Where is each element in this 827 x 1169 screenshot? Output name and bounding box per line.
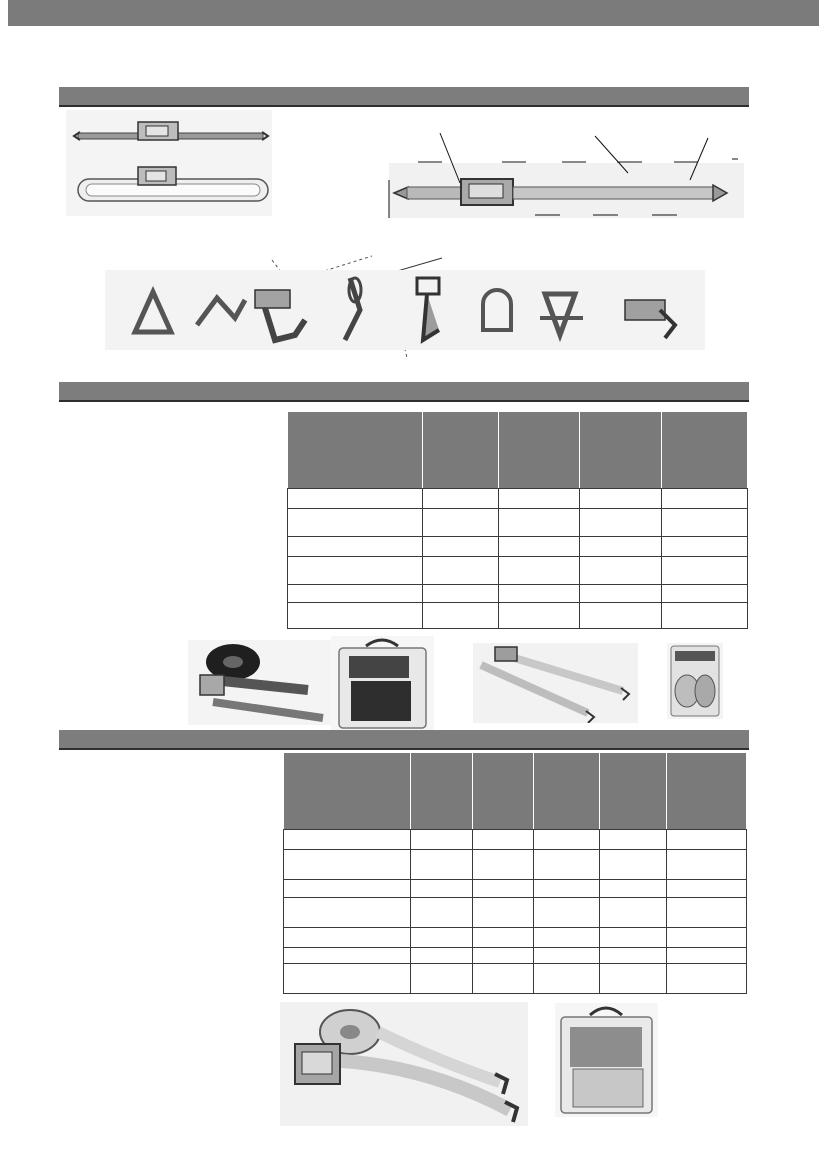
table-row	[288, 489, 748, 509]
ratchet-strap-icon	[66, 110, 272, 216]
rolled-strap-photo	[188, 640, 333, 725]
section-bar-strap-50	[59, 730, 749, 750]
spec-table-25	[287, 411, 748, 629]
table-header-cell	[410, 753, 472, 830]
table-row	[284, 928, 747, 948]
ring-icon	[540, 294, 583, 335]
hardware-photo-row	[105, 270, 705, 350]
hook-icon	[255, 290, 305, 340]
table-header-cell	[580, 412, 662, 489]
section-bar-strap-25	[59, 382, 749, 402]
table-header-cell	[534, 753, 600, 830]
strap-photo-pair	[66, 110, 272, 216]
table-row	[288, 585, 748, 603]
hook-icon	[417, 278, 439, 340]
spec-table-50	[283, 752, 747, 994]
package-photo-large	[555, 1003, 658, 1117]
package-photo-small	[667, 643, 723, 719]
wide-strap-photo	[280, 1002, 528, 1126]
table-row	[288, 603, 748, 629]
hook-icon	[345, 278, 361, 340]
hook-icon	[197, 298, 245, 325]
ratchet-strap-icon	[280, 1002, 528, 1126]
table-header-cell	[600, 753, 667, 830]
table-row	[284, 898, 747, 928]
package-icon	[667, 643, 723, 719]
table-header-cell	[288, 412, 423, 489]
ratchet-strap-icon	[188, 640, 333, 725]
table-header-cell	[472, 753, 534, 830]
section-bar-components	[59, 87, 749, 107]
table-row	[284, 948, 747, 964]
table-header-cell	[422, 412, 498, 489]
table-row	[284, 880, 747, 898]
package-photo	[331, 636, 434, 732]
table-header-cell	[667, 753, 747, 830]
ring-icon	[135, 292, 171, 332]
table-header-cell	[284, 753, 411, 830]
table-row	[284, 850, 747, 880]
ratchet-strap-icon	[473, 643, 638, 723]
hook-icon	[625, 300, 675, 338]
table-row	[288, 557, 748, 585]
table-header-cell	[498, 412, 580, 489]
table-row	[284, 830, 747, 850]
table-row	[284, 964, 747, 994]
ring-icon	[483, 290, 511, 330]
table-header-cell	[662, 412, 748, 489]
diagram-leader-lines	[380, 128, 750, 223]
table-header-row	[288, 412, 748, 489]
header-bar	[8, 0, 819, 26]
table-row	[288, 537, 748, 557]
package-icon	[331, 636, 434, 732]
table-row	[288, 509, 748, 537]
package-icon	[555, 1003, 658, 1117]
table-header-row	[284, 753, 747, 830]
loose-strap-photo	[473, 643, 638, 723]
